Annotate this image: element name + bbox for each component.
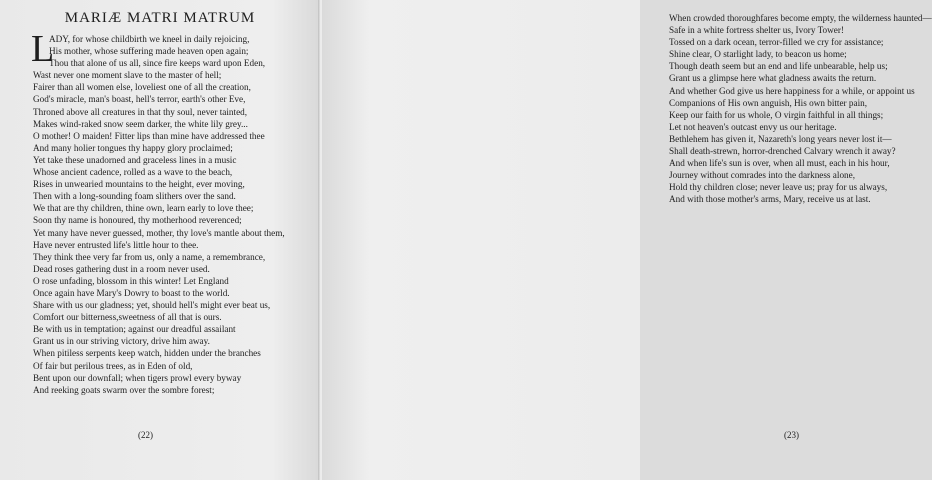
poem-line: And when life's sun is over, when all must, each in his hour, [669,158,890,169]
poem-line: Comfort our bitterness,sweetness of all that is ours. [33,312,222,323]
poem-line: Throned above all creatures in that thy soul, never tainted, [33,106,248,117]
left-poem-lines [33,33,285,396]
poem-line: Rises in unwearied mountains to the height, ever moving, [33,179,245,190]
poem-line: Fairer than all women else, loveliest one of all the creation, [33,82,251,93]
poem-line: Bethlehem has given it, Nazareth's long years never lost it— [669,133,892,144]
poem-line: Whose ancient cadence, rolled as a wave to the beach, [33,167,233,178]
poem-line: Thou that alone of us all, since fire keeps ward upon Eden, [49,58,266,69]
poem-line: O mother! O maiden! Fitter lips than mine have addressed thee [33,130,265,141]
poem-line: O rose unfading, blossom in this winter! Let England [33,275,229,286]
poem-line: And many holier tongues thy happy glory proclaimed; [33,142,233,153]
left-page [0,0,320,480]
poem-line: Keep our faith for us whole, O virgin faithful in all things; [669,109,884,120]
poem-line: Tossed on a dark ocean, terror-filled we cry for assistance; [669,37,884,48]
poem-line: When pitiless serpents keep watch, hidden under the branches [33,348,261,359]
poem-line: Grant us a glimpse here what gladness awaits the return. [669,73,877,84]
poem-line: We that are thy children, thine own, learn early to love thee; [33,203,254,214]
poem-line: Shine clear, O starlight lady, to beacon us home; [669,49,847,60]
right-page-number: (23) [784,430,799,440]
poem-line: Share with us our gladness; yet, should hell's might ever beat us, [33,300,271,311]
poem-line: Dead roses gathering dust in a room never used. [33,263,210,274]
poem-line: When crowded thoroughfares become empty, the wilderness haunted— [669,13,932,23]
right-poem-lines [669,12,932,206]
poem-line: They think thee very far from us, only a name, a remembrance, [33,251,266,262]
poem-line: Though death seem but an end and life unbearable, help us; [669,61,888,72]
poem-line: Bent upon our downfall; when tigers prowl every byway [33,372,242,383]
poem-line: Then with a long-sounding foam slithers over the sand. [33,191,236,202]
poem-title: MARIÆ MATRI MATRUM [64,10,256,26]
poem-line: God's miracle, man's boast, hell's terror, earth's other Eve, [33,94,246,105]
poem-line: And whether God give us here happiness for a while, or appoint us [669,85,915,96]
right-page [322,0,932,480]
poem-line: Soon thy name is honoured, thy motherhood reverenced; [33,215,242,226]
drop-cap: L [31,28,55,70]
poem-line: His mother, whose suffering made heaven open again; [49,46,249,57]
poem-line: Be with us in temptation; against our dreadful assailant [33,324,236,335]
poem-line: Of fair but perilous trees, as in Eden of old, [33,360,193,371]
poem-line: Makes wind-raked snow seem darker, the white lily grey... [33,118,248,129]
poem-line: Yet take these unadorned and graceless lines in a music [33,154,237,165]
poem-line: Once again have Mary's Dowry to boast to the world. [33,287,230,298]
left-page-number: (22) [138,430,153,440]
poem-line: Let not heaven's outcast envy us our heritage. [669,121,837,132]
poem-line: Have never entrusted life's little hour to thee. [33,239,199,250]
poem-line: Wast never one moment slave to the master of hell; [33,70,222,81]
poem-line: Yet many have never guessed, mother, thy love's mantle about them, [33,227,285,238]
poem-line: ADY, for whose childbirth we kneel in daily rejoicing, [49,34,250,44]
poem-line: Grant us in our striving victory, drive him away. [33,336,210,347]
poem-line: Hold thy children close; never leave us; pray for us always, [669,182,888,193]
poem-line: Shall death-strewn, horror-drenched Calvary wrench it away? [669,146,896,157]
poem-line: Companions of His own anguish, His own bitter pain, [669,97,868,108]
poem-line: Safe in a white fortress shelter us, Ivory Tower! [669,25,844,36]
poem-line: Journey without comrades into the darkness alone, [669,170,856,181]
poem-line: And reeking goats swarm over the sombre forest; [33,384,215,395]
poem-line: And with those mother's arms, Mary, receive us at last. [669,194,871,205]
